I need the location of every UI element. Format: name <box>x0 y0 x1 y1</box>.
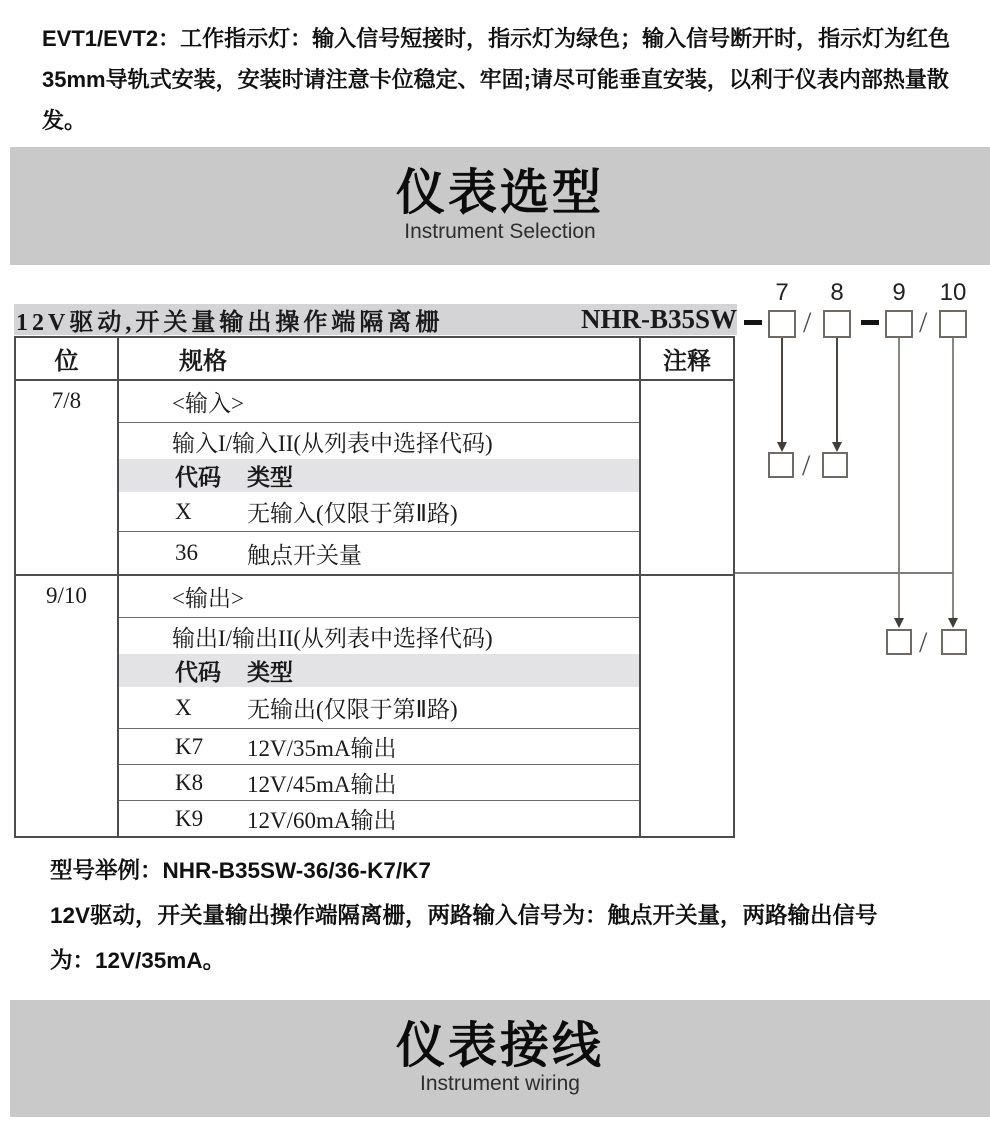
section-title: <输出> <box>119 576 639 618</box>
arrow-line-8 <box>836 338 838 442</box>
code-value: X <box>175 498 192 524</box>
header-note: 注释 <box>639 338 733 379</box>
code-value: K8 <box>175 769 204 795</box>
type-value: 无输入(仅限于第Ⅱ路) <box>247 501 458 526</box>
code-type-header-row <box>119 654 639 687</box>
code-type-header-row <box>119 459 639 492</box>
section-title: <输入> <box>119 381 639 423</box>
section-banner-instrument-wiring <box>10 1000 990 1117</box>
code-value: X <box>175 694 192 720</box>
banner-title-cn: 仪表选型 <box>395 166 604 221</box>
type-value: 触点开关量 <box>247 542 362 568</box>
slash-separator: / <box>803 306 812 339</box>
selection-table <box>14 336 735 838</box>
section-banner-instrument-selection <box>10 147 990 265</box>
code-value: K9 <box>175 805 204 831</box>
slash-separator: / <box>919 306 928 339</box>
banner-title-cn: 仪表接线 <box>395 1018 604 1073</box>
code-header: 代码 <box>175 465 221 490</box>
digit-label-7: 7 <box>775 279 789 306</box>
table-row <box>119 729 639 765</box>
output-code-box-2 <box>941 629 967 655</box>
type-header: 类型 <box>247 465 293 490</box>
slash-separator: / <box>919 626 928 659</box>
table-group-output <box>16 576 733 836</box>
example-line-2: 12V驱动，开关量输出操作端隔离栅，两路输入信号为：触点开关量，两路输出信号 <box>50 903 878 928</box>
type-value: 12V/45mA输出 <box>247 772 397 797</box>
note-cell <box>639 576 733 836</box>
type-value: 12V/60mA输出 <box>247 808 397 833</box>
section-subtitle: 输出I/输出II(从列表中选择代码) <box>172 625 493 651</box>
note-line-2: 35mm导轨式安装，安装时请注意卡位稳定、牢固;请尽可能垂直安装，以利于仪表内部热量散发。 <box>42 67 949 133</box>
product-description: 12V驱动,开关量输出操作端隔离栅 <box>16 310 444 336</box>
digit-label-9: 9 <box>892 279 906 306</box>
input-code-box-2 <box>822 452 848 478</box>
arrowhead-down-icon <box>894 618 904 628</box>
table-row <box>119 532 639 574</box>
top-notes <box>42 18 952 141</box>
model-header-strip <box>14 304 737 335</box>
arrow-line-10 <box>952 338 954 618</box>
group-position: 7/8 <box>16 381 119 574</box>
digit-label-10: 10 <box>939 279 967 306</box>
slash-separator: / <box>802 449 811 482</box>
group-position: 9/10 <box>16 576 119 836</box>
digit-box-7 <box>768 310 796 338</box>
code-value: K7 <box>175 733 204 759</box>
type-header: 类型 <box>247 660 293 685</box>
model-dash-icon <box>861 320 879 325</box>
header-position: 位 <box>16 338 119 379</box>
table-row <box>119 765 639 801</box>
table-row <box>119 687 639 729</box>
arrowhead-down-icon <box>777 442 787 452</box>
banner-title-en: Instrument wiring <box>420 1072 580 1096</box>
digit-box-9 <box>885 310 913 338</box>
table-row <box>119 801 639 836</box>
section-subtitle: 输入I/输入II(从列表中选择代码) <box>172 430 493 456</box>
arrow-line-7 <box>781 338 783 442</box>
type-value: 无输出(仅限于第Ⅱ路) <box>247 697 458 722</box>
model-code: NHR-B35SW <box>580 304 737 334</box>
note-line-1: EVT1/EVT2：工作指示灯：输入信号短接时，指示灯为绿色；输入信号断开时，指示灯为红色 <box>42 26 951 51</box>
table-group-input <box>16 381 733 576</box>
code-value: 36 <box>175 540 198 565</box>
digit-box-10 <box>939 310 967 338</box>
table-row <box>119 492 639 532</box>
banner-title-en: Instrument Selection <box>404 219 596 243</box>
digit-box-8 <box>823 310 851 338</box>
row-boundary-extension-line <box>735 572 954 574</box>
model-example <box>50 848 950 983</box>
note-cell <box>639 381 733 574</box>
header-spec: 规格 <box>179 349 227 375</box>
table-header-row <box>16 338 733 381</box>
arrow-line-9 <box>898 338 900 618</box>
code-header: 代码 <box>175 660 221 685</box>
example-line-1: 型号举例：NHR-B35SW-36/36-K7/K7 <box>50 858 431 883</box>
output-code-box-1 <box>886 629 912 655</box>
arrowhead-down-icon <box>832 442 842 452</box>
type-value: 12V/35mA输出 <box>247 736 397 761</box>
input-code-box-1 <box>768 452 794 478</box>
model-dash-icon <box>744 320 762 325</box>
example-line-3: 为：12V/35mA。 <box>50 948 226 973</box>
arrowhead-down-icon <box>948 618 958 628</box>
digit-label-8: 8 <box>830 279 844 306</box>
